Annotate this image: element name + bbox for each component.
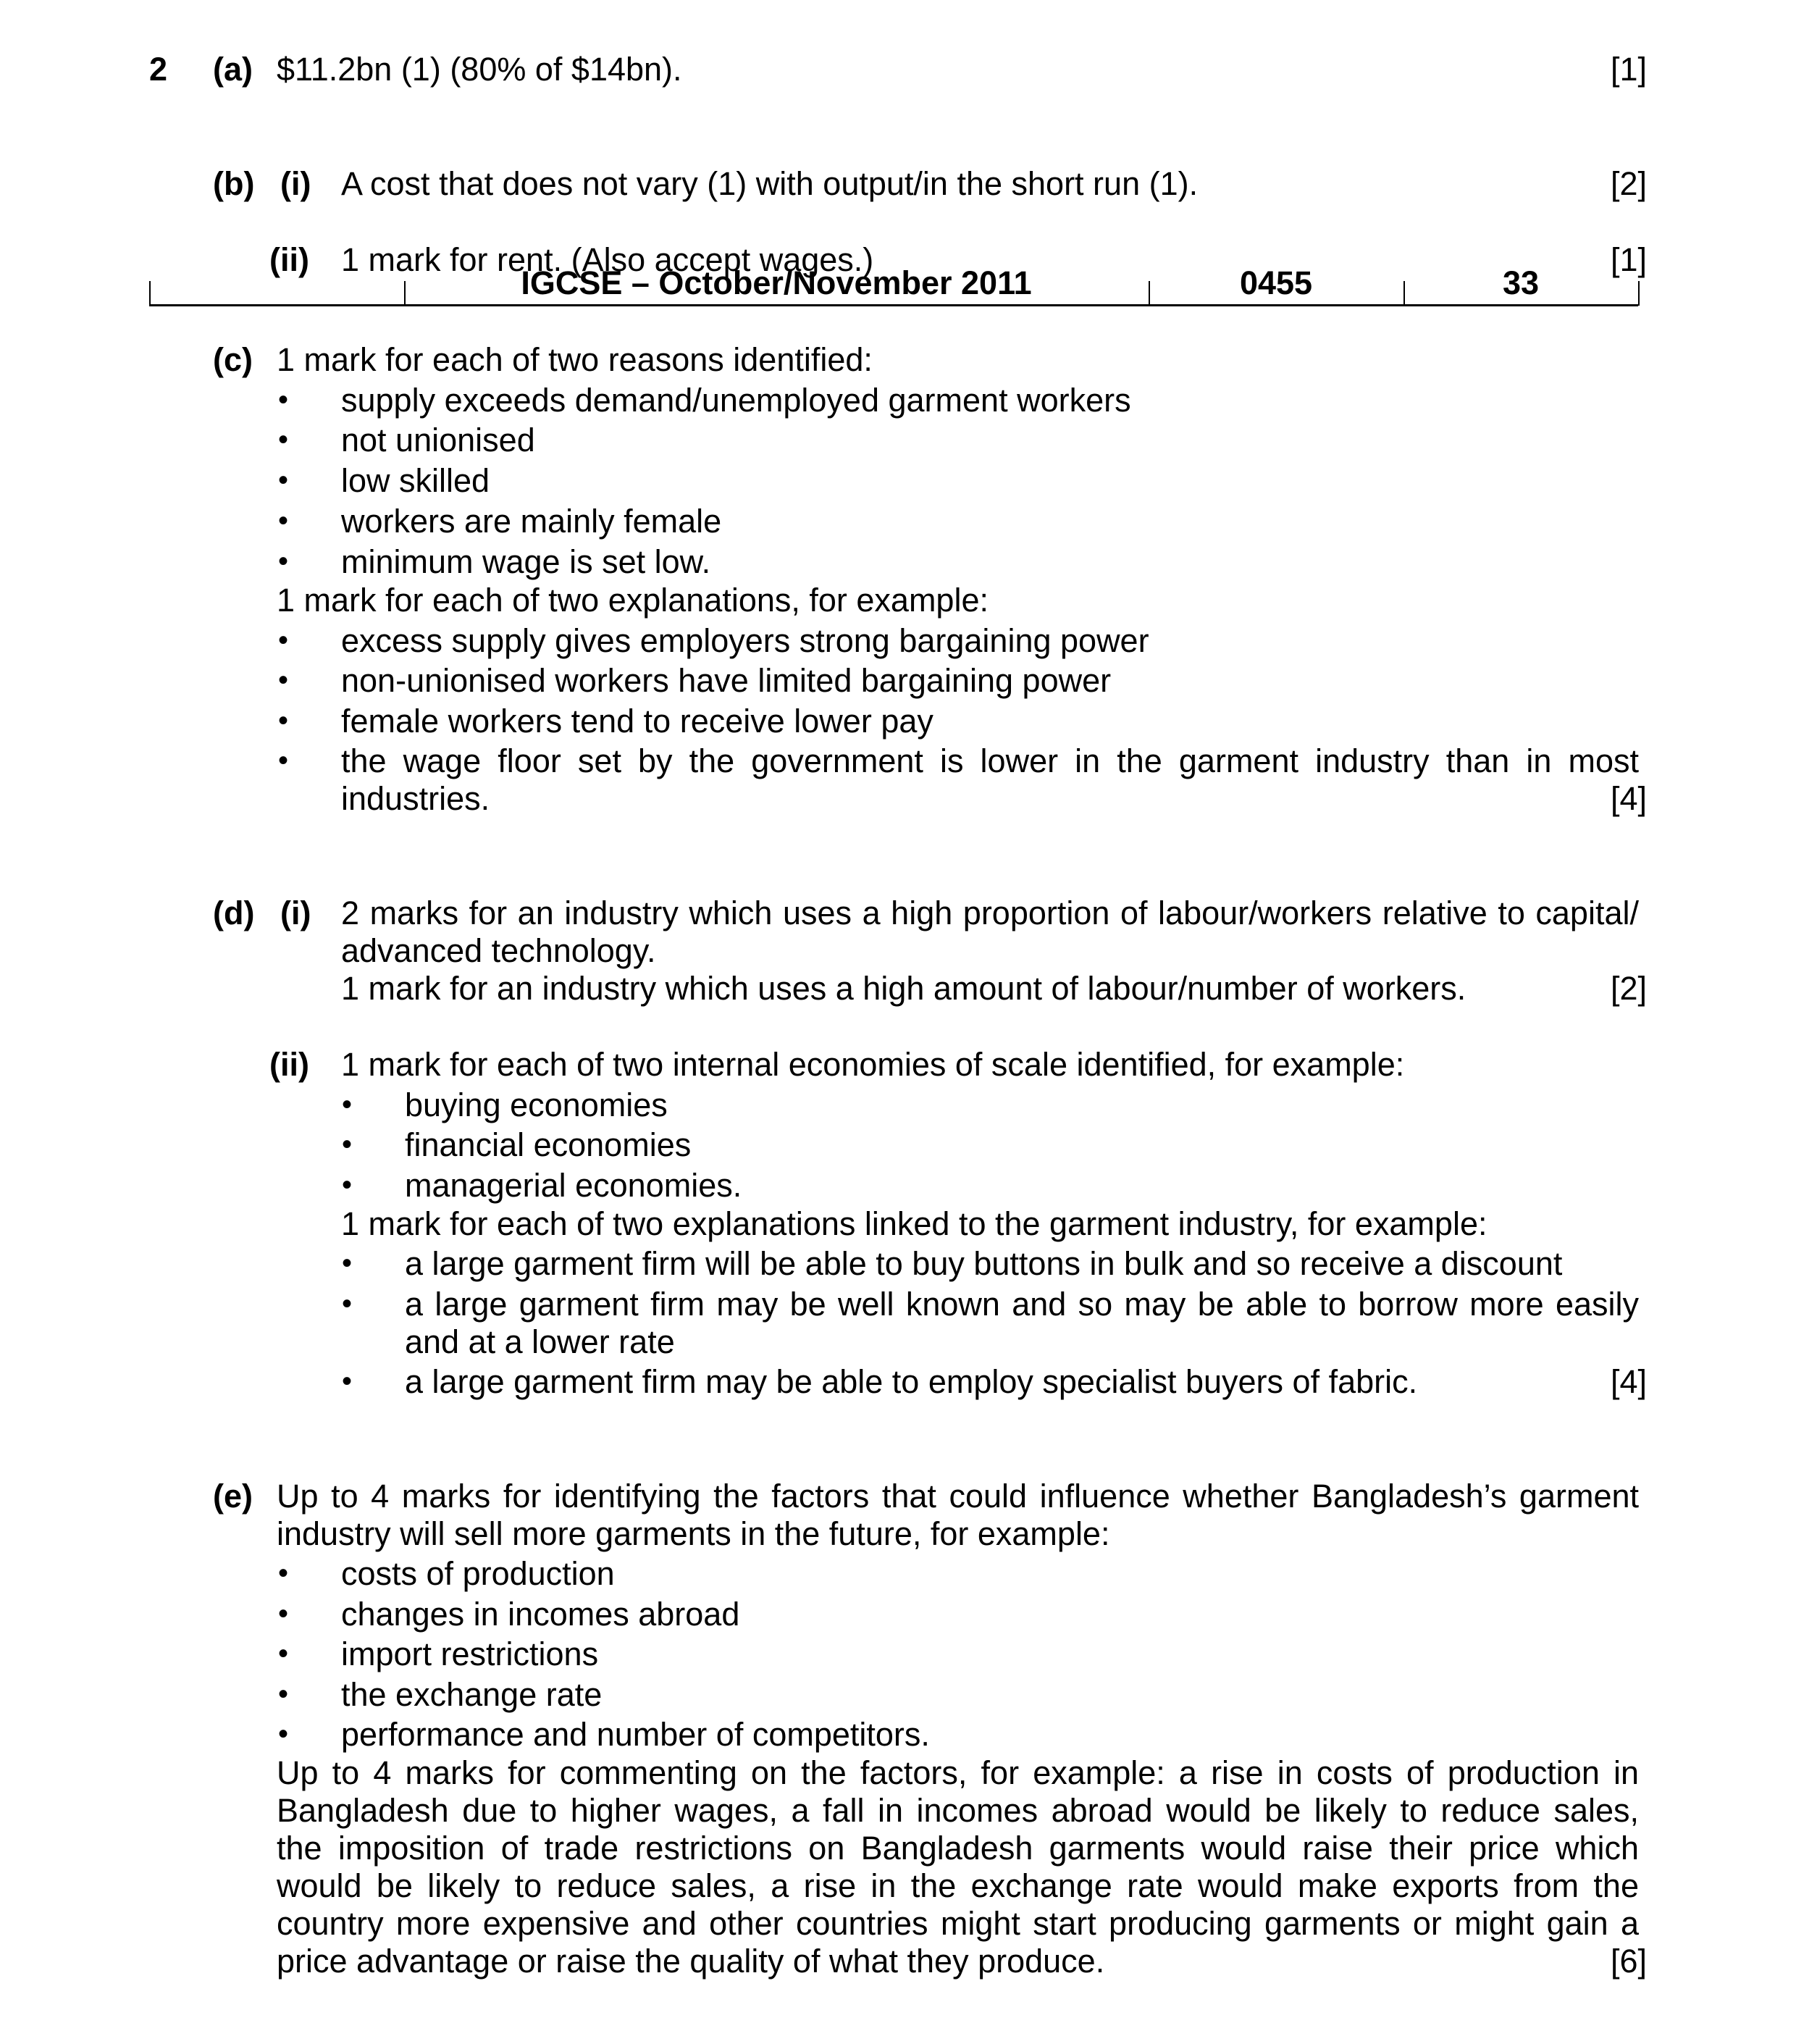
bullet: • — [278, 705, 289, 737]
part-b-i-label: (i) — [280, 165, 311, 202]
part-d-i-line1: 2 marks for an industry which uses a high proportion of labour/workers relative to capital/ — [341, 895, 1639, 931]
part-d-label: (d) — [213, 895, 255, 931]
list-item: a large garment firm may be able to employ specialist buyers of fabric. — [405, 1363, 1418, 1400]
part-d-ii-label: (ii) — [269, 1046, 309, 1083]
part-b-ii-text: 1 mark for rent. (Also accept wages.) — [341, 241, 874, 278]
bullet: • — [342, 1365, 353, 1397]
bullet: • — [278, 1598, 289, 1630]
bullet: • — [278, 624, 289, 656]
part-c-mark: [4] — [1610, 780, 1647, 817]
part-e-label: (e) — [213, 1478, 253, 1515]
part-e-intro-line1: Up to 4 marks for identifying the factors that could influence whether Bangladesh’s garment — [277, 1478, 1639, 1515]
part-a-mark: [1] — [1610, 51, 1647, 88]
part-e-comment-line: would be likely to reduce sales, a rise in the exchange rate would make exports from the — [277, 1867, 1639, 1904]
bullet: • — [278, 384, 289, 416]
list-item: non-unionised workers have limited bargaining power — [341, 662, 1112, 699]
part-d-ii-intro: 1 mark for each of two internal economies of scale identified, for example: — [341, 1046, 1405, 1083]
part-e-intro-line2: industry will sell more garments in the future, for example: — [277, 1515, 1110, 1552]
bullet: • — [342, 1169, 353, 1201]
question-number: 2 — [149, 51, 168, 88]
part-e-mark: [6] — [1610, 1943, 1647, 1980]
part-d-i-line2: advanced technology. — [341, 932, 656, 969]
list-item: a large garment firm may be well known and so may be able to borrow more easily — [405, 1286, 1639, 1323]
part-e-comment-line: country more expensive and other countries might start producing garments or might gain a — [277, 1905, 1639, 1942]
bullet: • — [278, 1557, 289, 1589]
bullet: • — [278, 505, 289, 537]
list-item: female workers tend to receive lower pay — [341, 703, 933, 740]
list-item: financial economies — [405, 1126, 692, 1163]
part-b-ii-label: (ii) — [269, 241, 309, 278]
part-e-comment-line: the imposition of trade restrictions on Bangladesh garments would raise their price which — [277, 1830, 1639, 1867]
bullet: • — [342, 1288, 353, 1320]
bullet: • — [278, 545, 289, 577]
list-item: the exchange rate — [341, 1676, 603, 1713]
part-b-i-mark: [2] — [1610, 165, 1647, 202]
list-item: workers are mainly female — [341, 503, 722, 540]
list-item: performance and number of competitors. — [341, 1716, 930, 1753]
part-e-comment-line: Bangladesh due to higher wages, a fall in incomes abroad would be likely to reduce sales, — [277, 1792, 1639, 1829]
bullet: • — [278, 745, 289, 776]
list-item: not unionised — [341, 422, 535, 458]
list-item: the wage floor set by the government is lower in the garment industry than in most — [341, 742, 1639, 779]
part-d-ii-mark: [4] — [1610, 1363, 1647, 1400]
bullet: • — [278, 464, 289, 496]
bullet: • — [278, 424, 289, 456]
list-item: costs of production — [341, 1555, 615, 1592]
part-a-text: $11.2bn (1) (80% of $14bn). — [277, 51, 682, 88]
part-e-comment-line: price advantage or raise the quality of what they produce. — [277, 1943, 1105, 1980]
header-exam: IGCSE – October/November 2011 — [521, 264, 1032, 301]
header-divider — [149, 281, 151, 306]
part-e-comment-line: Up to 4 marks for commenting on the factors, for example: a rise in costs of production in — [277, 1754, 1639, 1791]
bullet: • — [342, 1128, 353, 1160]
list-item: managerial economies. — [405, 1167, 742, 1204]
bullet: • — [342, 1247, 353, 1279]
bullet: • — [342, 1089, 353, 1121]
part-a-label: (a) — [213, 51, 253, 88]
bullet: • — [278, 1638, 289, 1670]
header-rule — [149, 304, 1638, 306]
list-item-continuation: industries. — [341, 780, 490, 817]
part-c-explain-intro: 1 mark for each of two explanations, for example: — [277, 582, 989, 619]
list-item: minimum wage is set low. — [341, 543, 711, 580]
part-d-i-mark: [2] — [1610, 970, 1647, 1007]
part-d-i-line3: 1 mark for an industry which uses a high amount of labour/number of workers. — [341, 970, 1466, 1007]
list-item: buying economies — [405, 1086, 668, 1123]
list-item: changes in incomes abroad — [341, 1596, 740, 1633]
bullet: • — [278, 664, 289, 696]
part-d-i-label: (i) — [280, 895, 311, 931]
list-item: supply exceeds demand/unemployed garment workers — [341, 382, 1131, 419]
header-paper: 33 — [1502, 264, 1540, 301]
list-item: a large garment firm will be able to buy buttons in bulk and so receive a discount — [405, 1245, 1563, 1282]
list-item: import restrictions — [341, 1635, 599, 1672]
part-d-ii-explain-intro: 1 mark for each of two explanations linked to the garment industry, for example: — [341, 1205, 1487, 1242]
list-item-continuation: and at a lower rate — [405, 1323, 675, 1360]
header-divider — [1638, 281, 1640, 306]
part-c-label: (c) — [213, 341, 253, 378]
part-b-label: (b) — [213, 165, 255, 202]
part-c-intro: 1 mark for each of two reasons identified: — [277, 341, 873, 378]
part-b-i-text: A cost that does not vary (1) with output/in the short run (1). — [341, 165, 1199, 202]
list-item: excess supply gives employers strong bargaining power — [341, 622, 1149, 659]
bullet: • — [278, 1718, 289, 1750]
header-syllabus: 0455 — [1239, 264, 1313, 301]
part-b-ii-mark: [1] — [1610, 241, 1647, 278]
list-item: low skilled — [341, 462, 490, 499]
bullet: • — [278, 1678, 289, 1710]
